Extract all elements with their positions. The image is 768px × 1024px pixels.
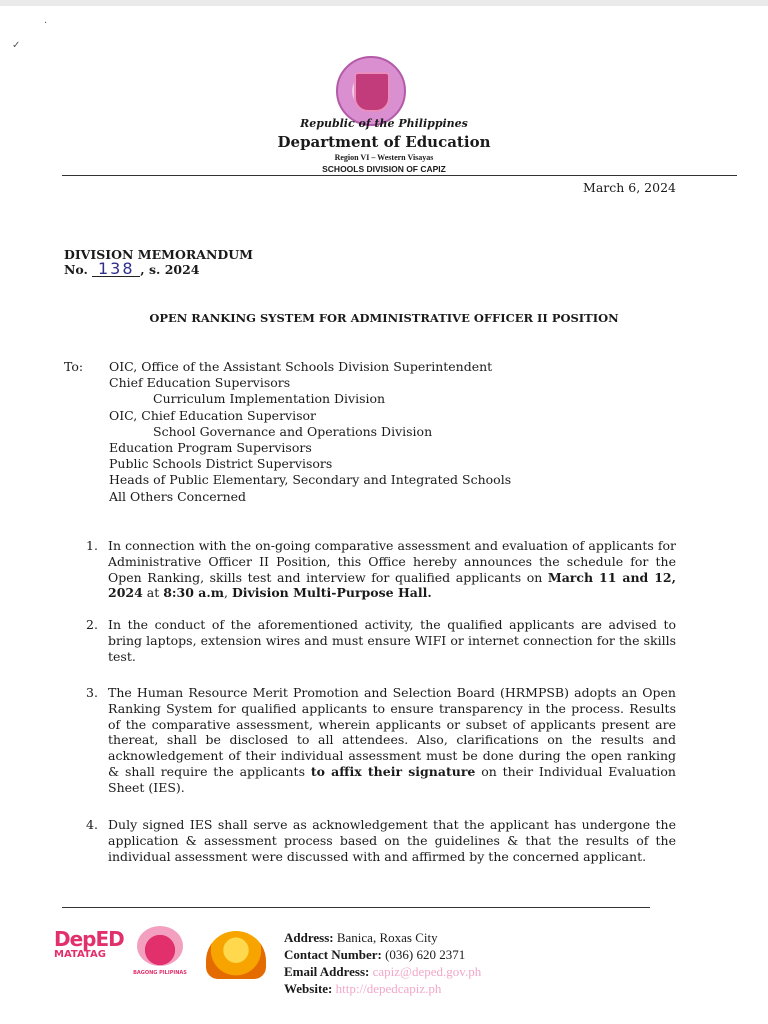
to-list [109, 359, 511, 505]
paragraph-number: 3. [86, 685, 98, 700]
website-label: Website: [284, 981, 333, 996]
scan-edge [0, 0, 768, 6]
deped-logo-text: DepED [54, 927, 124, 951]
contact-row [284, 946, 481, 963]
email-row [284, 963, 481, 980]
footer-divider [62, 907, 650, 908]
to-line: All Others Concerned [109, 488, 247, 504]
to-line: Curriculum Implementation Division [153, 391, 386, 407]
header-republic: Republic of the Philippines [300, 117, 468, 130]
scan-speck: ✓ [12, 40, 21, 51]
paragraph-body: In the conduct of the aforementioned activity, the qualified applicants are advised to bring laptops, extension wires and must ensure WIFI or internet connection for the skills test. [108, 617, 676, 664]
email-link[interactable]: capiz@deped.gov.ph [372, 964, 482, 979]
paragraph-text: In connection with the on-going comparative assessment and evaluation of applicants for Administrative Officer II Position, this Office hereby announces the schedule for the Open Ranking, skills test and interview for qualified applicants on [108, 538, 676, 585]
paragraph-3 [86, 685, 676, 796]
to-line: Heads of Public Elementary, Secondary and Integrated Schools [109, 472, 512, 488]
paragraph-bold: March 11 and 12, 2024 [108, 569, 676, 601]
deped-seal-icon [336, 56, 406, 126]
website-row [284, 980, 481, 997]
paragraph-number: 2. [86, 617, 98, 632]
paragraph-text: , [223, 585, 232, 601]
website-link[interactable]: http://depedcapiz.ph [335, 981, 442, 996]
memo-subject: OPEN RANKING SYSTEM FOR ADMINISTRATIVE OFFICER II POSITION [149, 311, 619, 325]
memo-title: DIVISION MEMORANDUM [64, 247, 253, 262]
to-line: Chief Education Supervisors [109, 375, 291, 391]
paragraph-number: 1. [86, 538, 98, 553]
memo-no-prefix: No. [64, 262, 88, 277]
email-label: Email Address: [284, 964, 370, 979]
contact-label: Contact Number: [284, 947, 382, 962]
to-line: School Governance and Operations Division [153, 423, 433, 439]
paragraph-text: on their Individual Evaluation Sheet (IES). [108, 763, 676, 795]
header-region: Region VI – Western Visayas [334, 153, 434, 162]
to-line: Education Program Supervisors [109, 440, 312, 456]
paragraph-bold: Division Multi-Purpose Hall. [231, 585, 432, 601]
paragraph-text: The Human Resource Merit Promotion and Selection Board (HRMPSB) adopts an Open Ranking System for qualified applicants to ensure transparency in the process. Results of the comparative assessment, wherein applicants or subset of applicants present are thereat, shall be disclosed to all attendees. Also, clarifications on the results and acknowledgement of their individual assessment must be done during the open ranking & shall require the applicants [108, 685, 676, 779]
to-line: OIC, Office of the Assistant Schools Division Superintendent [109, 359, 493, 374]
address-value: Banica, Roxas City [336, 930, 438, 945]
bagong-pilipinas-icon [137, 926, 183, 966]
to-line: OIC, Chief Education Supervisor [109, 407, 317, 423]
paragraph-bold: 8:30 a.m [163, 585, 224, 601]
to-line: Public Schools District Supervisors [109, 456, 333, 472]
paragraph-4 [86, 817, 676, 864]
division-seal-icon [206, 931, 266, 979]
header-division: SCHOOLS DIVISION OF CAPIZ [322, 164, 446, 174]
footer-contact [284, 929, 481, 997]
paragraph-1 [86, 538, 676, 601]
memo-number: 138 [92, 262, 140, 277]
memo-series: , s. 2024 [140, 262, 200, 277]
memo-number-line [64, 259, 200, 278]
paragraph-body: Duly signed IES shall serve as acknowledgement that the applicant has undergone the application & assessment process based on the guidelines & that the results of the individual assessment were discussed with and affirmed by the concerned applicant. [108, 817, 676, 864]
header-department: Department of Education [277, 133, 491, 151]
bagong-pilipinas-caption: BAGONG PILIPINAS [133, 970, 187, 976]
memo-date: March 6, 2024 [583, 180, 676, 195]
contact-value: (036) 620 2371 [385, 947, 466, 962]
deped-matatag-logo [54, 927, 124, 985]
paragraph-bold: to affix their signature [310, 763, 476, 779]
matatag-logo-text: MATATAG [54, 949, 106, 960]
to-label: To: [64, 359, 84, 374]
paragraph-number: 4. [86, 817, 98, 832]
address-row [284, 929, 481, 946]
bagong-pilipinas-logo [132, 926, 188, 982]
address-label: Address: [284, 930, 334, 945]
paragraph-text: at [142, 585, 164, 601]
paragraph-body [108, 685, 676, 796]
paragraph-2 [86, 617, 676, 664]
scan-speck: · [44, 18, 48, 29]
paragraph-body [108, 538, 676, 601]
header-divider [62, 175, 737, 176]
